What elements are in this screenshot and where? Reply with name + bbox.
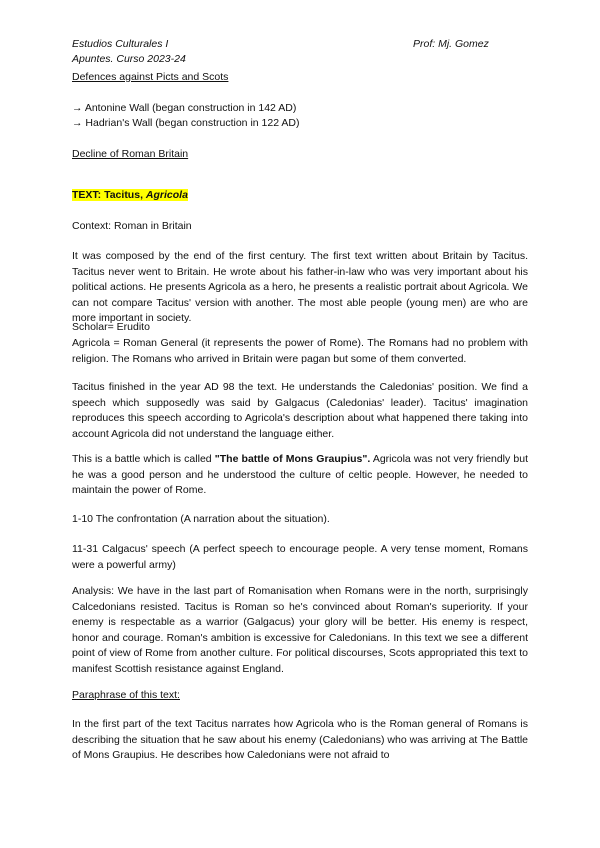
paragraph-composition: It was composed by the end of the first century. The first text written about Britain by Tacitus. Tacitus never went to Britain. He wrote about his father-in-law who was very important about his political actions. He presents Agricola as a hero, he presents a realistic portrait about Agricola. We can not compare Tacitus' version with another. The most able people (young men) are who are more important in society.: [72, 250, 528, 324]
battle-text-c: Agricola was not very friendly but he was a good person and he understood the culture of celtic people. However, he needed to maintain the power of Rome.: [72, 453, 528, 496]
paraphrase-paragraph: In the first part of the text Tacitus narrates how Agricola who is the Roman general of Romans is describing the situation that he saw about his enemy (Caledonians) who was arriving at The Battle of Mons Graupius. He describes how Caledonians were not afraid to: [72, 718, 528, 761]
header-course: Estudios Culturales I: [72, 38, 169, 50]
header-notes: Apuntes. Curso 2023-24: [72, 53, 186, 65]
battle-text-a: This is a battle which is called: [72, 453, 215, 465]
paraphrase-heading: Paraphrase of this text:: [72, 689, 180, 701]
analysis-paragraph: Analysis: We have in the last part of Romanisation when Romans were in the north, surprisingly Calcedonians resisted. Tacitus is Roman so he's convinced about Roman's superiority. If your enemy is respectable as a warrior (Galgacus) your glory will be better. His enemy is respect, honor and courage. Roman's ambition is excessive for Caledonians. In this text we see a different point of view of Rome from another culture. For political discourses, Scots appropriated this text to manifest Scottish resistance against England.: [72, 585, 528, 675]
text-title: Agricola: [145, 189, 188, 201]
context-line: Context: Roman in Britain: [72, 220, 192, 232]
text-label: TEXT: Tacitus,: [72, 189, 146, 201]
agricola-definition: Agricola = Roman General (it represents the power of Rome). The Romans had no problem with religion. The Romans who arrived in Britain were pagan but some of them converted.: [72, 337, 528, 365]
paragraph-speech: Tacitus finished in the year AD 98 the text. He understands the Caledonias' position. We find a speech which supposedly was said by Galgacus (Caledonias' leader). Tacitus' imagination reproduces this speech according to Agricola's description about what happened there taking into account Agricola did not understand the language either.: [72, 381, 528, 440]
lines-11-31: 11-31 Calgacus' speech (A perfect speech to encourage people. A very tense moment, Romans were a powerful army): [72, 543, 528, 571]
header-professor: Prof: Mj. Gomez: [413, 38, 489, 50]
decline-heading: Decline of Roman Britain: [72, 148, 189, 160]
scholar-line: Scholar= Erudito: [72, 321, 150, 333]
hadrians-wall-item: → Hadrian's Wall (began construction in 122 AD): [72, 117, 300, 129]
defences-heading: Defences against Picts and Scots: [72, 71, 229, 83]
text-heading: [72, 188, 528, 204]
battle-name: "The battle of Mons Graupius".: [214, 453, 371, 465]
lines-1-10: 1-10 The confrontation (A narration about the situation).: [72, 513, 330, 525]
antonine-wall-item: → Antonine Wall (began construction in 142 AD): [72, 102, 297, 114]
paragraph-battle: [72, 452, 528, 499]
